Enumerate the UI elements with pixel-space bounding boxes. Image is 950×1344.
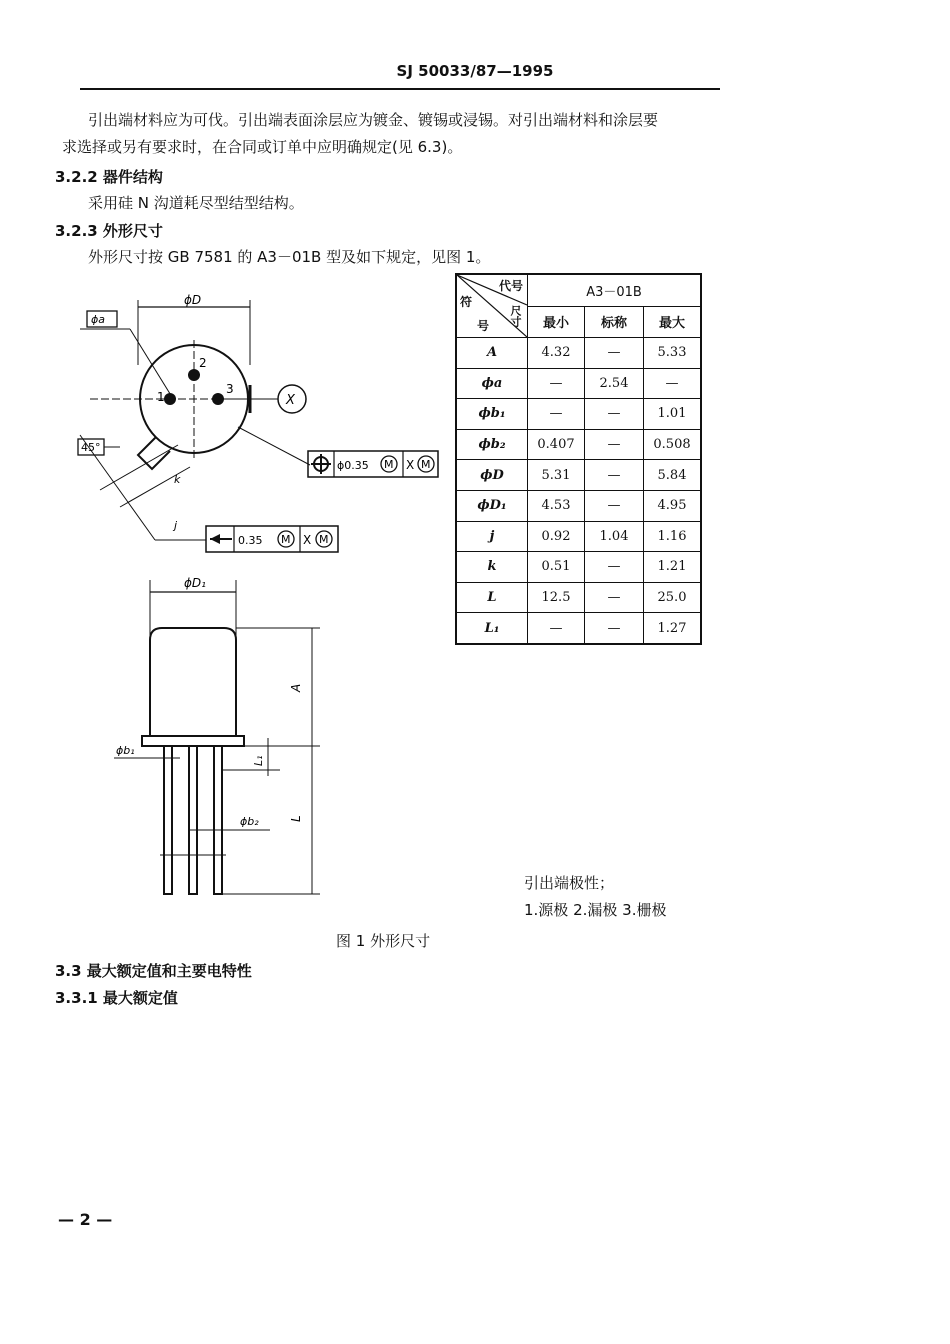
- table-row: [456, 613, 701, 644]
- col-min-header: 最小: [528, 306, 585, 338]
- lead-3: [214, 746, 222, 894]
- row-min: 12.5: [528, 582, 585, 613]
- row-nom: —: [585, 490, 644, 521]
- row-nom: —: [585, 338, 644, 369]
- table-row: [456, 582, 701, 613]
- col-nom-header: 标称: [585, 306, 644, 338]
- row-symbol: ϕb₂: [456, 429, 528, 460]
- tol1-leader: [238, 427, 310, 465]
- row-min: 0.92: [528, 521, 585, 552]
- phiD1-label: ϕD₁: [184, 576, 206, 590]
- tol1-value: ϕ0.35: [337, 459, 369, 472]
- page-number: — 2 —: [58, 1210, 113, 1229]
- pin-polarity-items: 1.源极 2.漏极 3.栅极: [524, 901, 667, 919]
- row-symbol: L₁: [456, 613, 528, 644]
- side-view-drawing: [100, 570, 340, 905]
- row-min: —: [528, 613, 585, 644]
- L1-label: L₁: [252, 755, 265, 766]
- k-dim-line: [100, 445, 178, 490]
- tol1-datum-label: X: [406, 458, 415, 472]
- pin-3-label: 3: [226, 382, 234, 396]
- para1-line1: 引出端材料应为可伐。引出端表面涂层应为镀金、镀锡或浸锡。对引出端材料和涂层要: [88, 111, 659, 129]
- row-symbol: ϕb₁: [456, 399, 528, 430]
- j-ext-line: [80, 435, 155, 540]
- phib2-label: ϕb₂: [240, 815, 259, 828]
- row-max: —: [644, 368, 702, 399]
- row-nom: 1.04: [585, 521, 644, 552]
- row-max: 1.21: [644, 552, 702, 583]
- table-row: [456, 368, 701, 399]
- phiD-label: ϕD: [184, 293, 202, 307]
- row-nom: 2.54: [585, 368, 644, 399]
- row-min: 4.32: [528, 338, 585, 369]
- para3: 外形尺寸按 GB 7581 的 A3－01B 型及如下规定，见图 1。: [88, 248, 491, 266]
- doc-number-header: SJ 50033/87—1995: [396, 62, 554, 80]
- row-min: 0.51: [528, 552, 585, 583]
- pin-2: [188, 369, 200, 381]
- row-max: 4.95: [644, 490, 702, 521]
- row-nom: —: [585, 613, 644, 644]
- can-flange: [142, 736, 244, 746]
- pin-1-label: 1: [157, 390, 165, 404]
- section-3-3-1-heading: 3.3.1 最大额定值: [55, 989, 178, 1007]
- table-corner-cell: [456, 274, 528, 338]
- k-label: k: [174, 473, 181, 486]
- header-rule: [80, 88, 720, 90]
- row-min: 4.53: [528, 490, 585, 521]
- row-symbol: ϕD: [456, 460, 528, 491]
- row-min: 5.31: [528, 460, 585, 491]
- row-nom: —: [585, 582, 644, 613]
- row-symbol: L: [456, 582, 528, 613]
- tol2-value: 0.35: [238, 534, 263, 547]
- corner-symbol-bottom: 号: [477, 319, 490, 333]
- table-row: [456, 490, 701, 521]
- can-body: [150, 628, 236, 736]
- row-max: 0.508: [644, 429, 702, 460]
- top-view-drawing: [60, 285, 450, 555]
- pin-2-label: 2: [199, 356, 207, 370]
- row-nom: —: [585, 552, 644, 583]
- row-min: 0.407: [528, 429, 585, 460]
- section-3-2-2-heading: 3.2.2 器件结构: [55, 168, 163, 186]
- col-max-header: 最大: [644, 306, 702, 338]
- row-symbol: ϕa: [456, 368, 528, 399]
- row-symbol: A: [456, 338, 528, 369]
- row-max: 1.01: [644, 399, 702, 430]
- table-row: [456, 460, 701, 491]
- section-3-3-heading: 3.3 最大额定值和主要电特性: [55, 962, 252, 980]
- corner-size-label: 尺寸: [509, 305, 522, 327]
- figure-caption: 图 1 外形尺寸: [336, 932, 431, 950]
- row-symbol: ϕD₁: [456, 490, 528, 521]
- dimension-table: [455, 273, 702, 645]
- row-nom: —: [585, 399, 644, 430]
- tol2-M-label: M: [281, 533, 291, 546]
- row-symbol: k: [456, 552, 528, 583]
- phib1-label: ϕb₁: [116, 744, 135, 757]
- table-row: [456, 429, 701, 460]
- row-max: 5.84: [644, 460, 702, 491]
- tol1-M2-label: M: [421, 458, 431, 471]
- pin-polarity-title: 引出端极性；: [524, 874, 615, 892]
- pin-1: [164, 393, 176, 405]
- tol1-M-label: M: [384, 458, 394, 471]
- para2: 采用硅 N 沟道耗尽型结型结构。: [88, 194, 304, 212]
- row-min: —: [528, 399, 585, 430]
- para1-line2: 求选择或另有要求时，在合同或订单中应明确规定(见 6.3)。: [62, 138, 463, 156]
- table-row: [456, 399, 701, 430]
- row-symbol: j: [456, 521, 528, 552]
- corner-symbol-top: 符: [460, 295, 473, 309]
- row-max: 1.16: [644, 521, 702, 552]
- angle-label: 45°: [81, 441, 101, 454]
- tab-outline: [138, 437, 170, 469]
- row-nom: —: [585, 460, 644, 491]
- j-label: j: [174, 519, 178, 532]
- phia-to-pin-leader: [130, 329, 172, 397]
- tol2-M2-label: M: [319, 533, 329, 546]
- L-label: L: [289, 815, 303, 822]
- tol2-datum-label: X: [303, 533, 312, 547]
- table-row: [456, 338, 701, 369]
- section-3-2-3-heading: 3.2.3 外形尺寸: [55, 222, 163, 240]
- datum-label: X: [286, 393, 295, 408]
- lead-1: [164, 746, 172, 894]
- table-row: [456, 521, 701, 552]
- corner-code-label: 代号: [498, 279, 523, 293]
- row-nom: —: [585, 429, 644, 460]
- row-max: 25.0: [644, 582, 702, 613]
- A-label: A: [289, 683, 303, 692]
- phia-label: ϕa: [91, 313, 105, 326]
- type-code-header: A3－01B: [528, 274, 702, 306]
- row-max: 1.27: [644, 613, 702, 644]
- row-max: 5.33: [644, 338, 702, 369]
- table-row: [456, 552, 701, 583]
- lead-2: [189, 746, 197, 894]
- row-min: —: [528, 368, 585, 399]
